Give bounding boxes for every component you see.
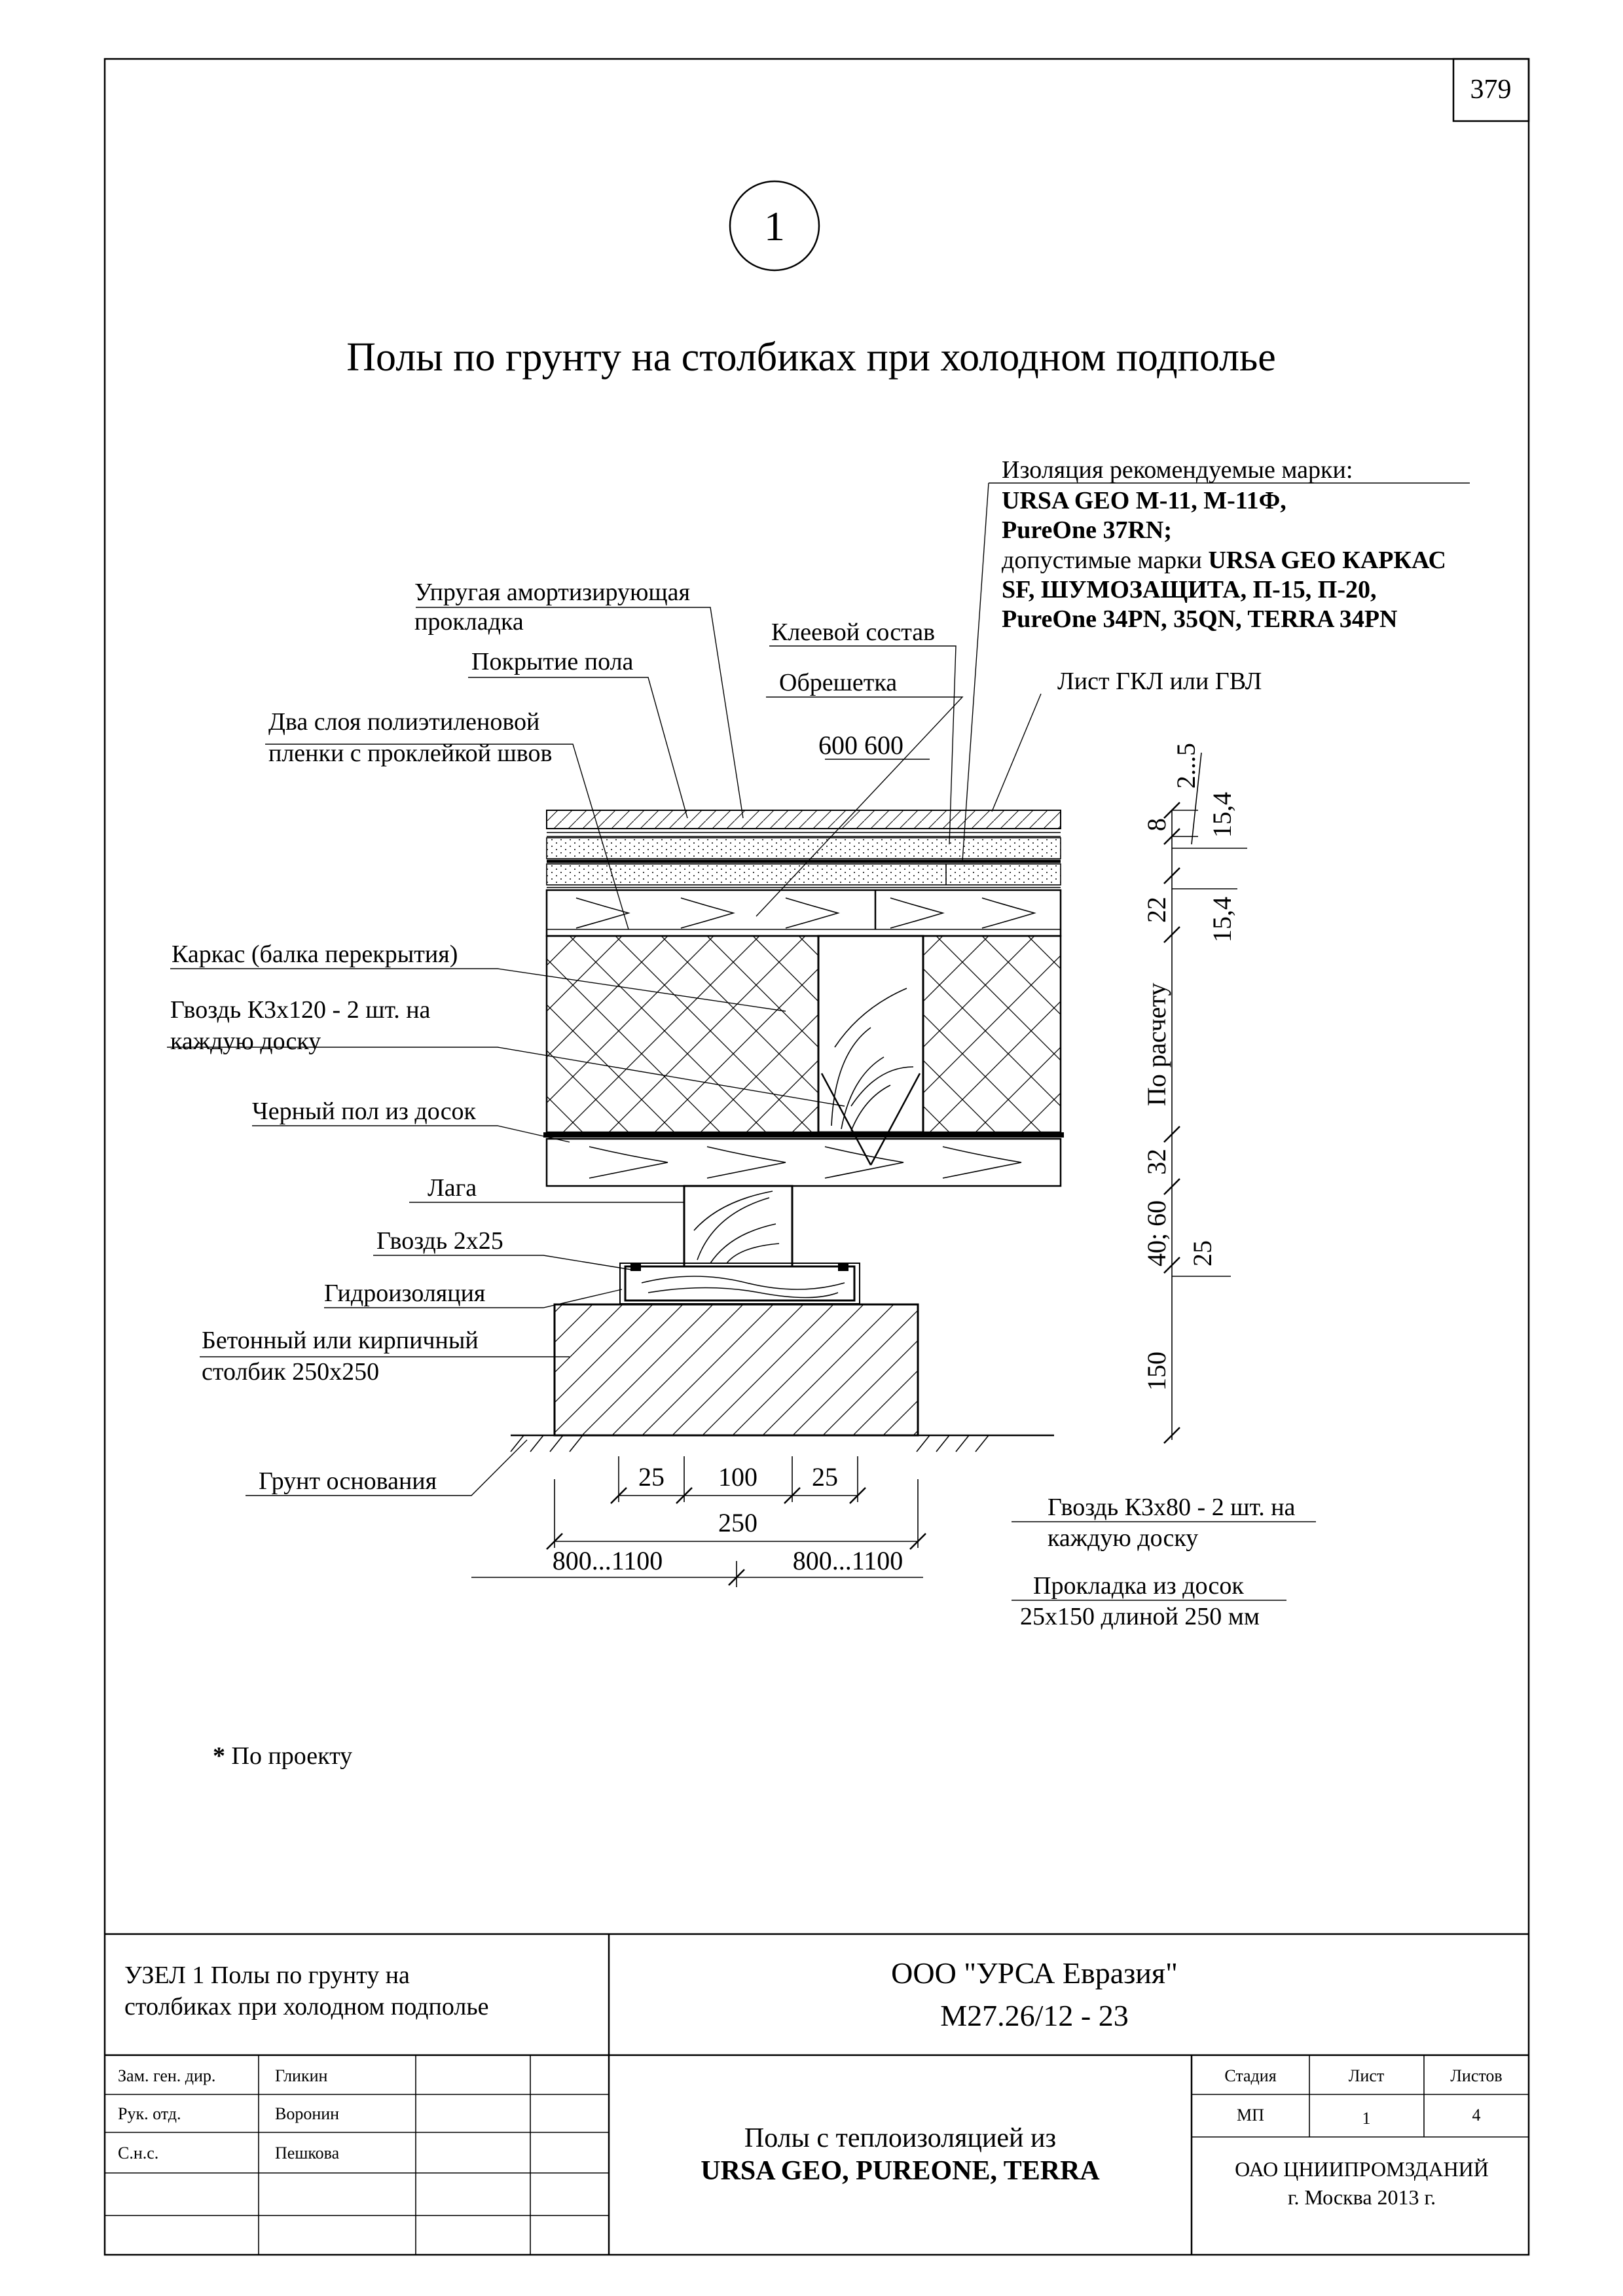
title-block	[105, 1934, 1529, 2255]
nail-head-right	[838, 1263, 848, 1271]
dim-25-b: 25	[812, 1462, 838, 1492]
name-1: Гликин	[275, 2066, 328, 2085]
node-title-1: УЗЕЛ 1 Полы по грунту на	[124, 1962, 410, 1989]
dim-32: 32	[1142, 1149, 1171, 1175]
insulation-note-3: PureOne 37RN;	[1002, 516, 1172, 544]
insulation-note-5: SF, ШУМОЗАЩИТА, П-15, П-20,	[1002, 576, 1377, 603]
name-2: Воронин	[275, 2104, 340, 2123]
sheets-value: 4	[1472, 2106, 1481, 2125]
label-nail120-1: Гвоздь К3х120 - 2 шт. на	[170, 996, 431, 1024]
insulation-note-1: Изоляция рекомендуемые марки:	[1002, 456, 1353, 484]
dim-15-4-a: 15,4	[1207, 792, 1237, 838]
page-title: Полы по грунту на столбиках при холодном подполье	[346, 335, 1276, 380]
subfloor-layer	[547, 1139, 1061, 1186]
name-3: Пешкова	[275, 2144, 340, 2162]
label-nail80-2: каждую доску	[1048, 1524, 1199, 1552]
label-frame: Каркас (балка перекрытия)	[172, 941, 458, 968]
sheets-header: Листов	[1450, 2066, 1503, 2085]
label-gkl: Лист ГКЛ или ГВЛ	[1057, 668, 1262, 695]
dim-250: 250	[718, 1508, 757, 1537]
sheet-header: Лист	[1348, 2066, 1385, 2085]
label-joist: Лага	[428, 1174, 477, 1202]
dim-2-5: 2...5	[1171, 743, 1201, 789]
sheet-frame	[105, 59, 1529, 2255]
dim-22: 22	[1142, 897, 1171, 923]
dim-span-left: 800...1100	[552, 1546, 663, 1575]
sheet-value: 1	[1362, 2109, 1371, 2128]
insulation-layer	[547, 936, 1061, 1132]
insulation-note-4: допустимые марки URSA GEO КАРКАС	[1002, 547, 1446, 574]
doc-title-1: Полы с теплоизоляцией из	[744, 2123, 1057, 2153]
label-post-2: столбик 250х250	[202, 1358, 380, 1386]
label-pad-2: 25х150 длиной 250 мм	[1020, 1603, 1260, 1630]
gkl-layer-2	[547, 864, 1061, 885]
label-floor-cover: Покрытие пола	[471, 648, 634, 675]
dim-25-v: 25	[1188, 1240, 1217, 1266]
node-title-2: столбиках при холодном подполье	[124, 1993, 489, 2020]
org-city-year: г. Москва 2013 г.	[1287, 2185, 1436, 2209]
dim-40-60: 40; 60	[1142, 1200, 1171, 1266]
board-pad	[625, 1266, 854, 1300]
gkl-layer	[547, 838, 1061, 859]
stage-header: Стадия	[1224, 2066, 1277, 2085]
org-name: ОАО ЦНИИПРОМЗДАНИЙ	[1235, 2157, 1489, 2181]
label-battens: Обрешетка	[779, 669, 898, 696]
floor-section	[511, 810, 1064, 1452]
insulation-note-2: URSA GEO М-11, М-11Ф,	[1002, 487, 1286, 514]
label-post-1: Бетонный или кирпичный	[202, 1327, 479, 1354]
role-1: Зам. ген. дир.	[118, 2066, 216, 2085]
node-number: 1	[764, 203, 785, 249]
dim-15-4-b: 15,4	[1207, 897, 1237, 942]
label-spacing: 600 600	[818, 730, 903, 760]
footnote: * По проекту	[213, 1742, 353, 1770]
label-waterproof: Гидроизоляция	[324, 1280, 486, 1307]
sheet-number: 379	[1470, 75, 1512, 105]
label-ground: Грунт основания	[259, 1467, 437, 1495]
doc-title-2: URSA GEO, PUREONE, TERRA	[701, 2156, 1100, 2186]
insulation-note-6: PureOne 34PN, 35QN, TERRA 34PN	[1002, 605, 1398, 633]
label-nail80-1: Гвоздь К3х80 - 2 шт. на	[1048, 1494, 1296, 1521]
label-subfloor: Черный пол из досок	[252, 1098, 477, 1125]
label-pad-1: Прокладка из досок	[1033, 1572, 1244, 1600]
dim-25-a: 25	[638, 1462, 665, 1492]
concrete-post	[555, 1304, 918, 1435]
frame-beam	[818, 936, 923, 1132]
role-2: Рук. отд.	[118, 2104, 181, 2123]
label-film-1: Два слоя полиэтиленовой	[268, 708, 540, 736]
nail-head-left	[630, 1263, 641, 1271]
label-elastic-2: прокладка	[414, 608, 524, 636]
label-elastic-1: Упругая амортизирующая	[414, 579, 691, 606]
label-glue: Клеевой состав	[771, 619, 936, 646]
label-nail25: Гвоздь 2х25	[376, 1227, 503, 1255]
stage-value: МП	[1237, 2106, 1264, 2125]
label-film-2: пленки с проклейкой швов	[268, 740, 553, 767]
dim-150: 150	[1142, 1352, 1171, 1391]
dim-100: 100	[718, 1462, 757, 1492]
dim-calc: По расчету	[1142, 982, 1171, 1106]
role-3: С.н.с.	[118, 2144, 159, 2162]
company-name: ООО "УРСА Евразия"	[891, 1956, 1178, 1990]
dim-span-right: 800...1100	[792, 1546, 903, 1575]
label-nail120-2: каждую доску	[170, 1028, 321, 1055]
floor-cover-layer	[547, 810, 1061, 829]
document-code: М27.26/12 - 23	[940, 1999, 1129, 2032]
dim-8: 8	[1142, 818, 1171, 831]
